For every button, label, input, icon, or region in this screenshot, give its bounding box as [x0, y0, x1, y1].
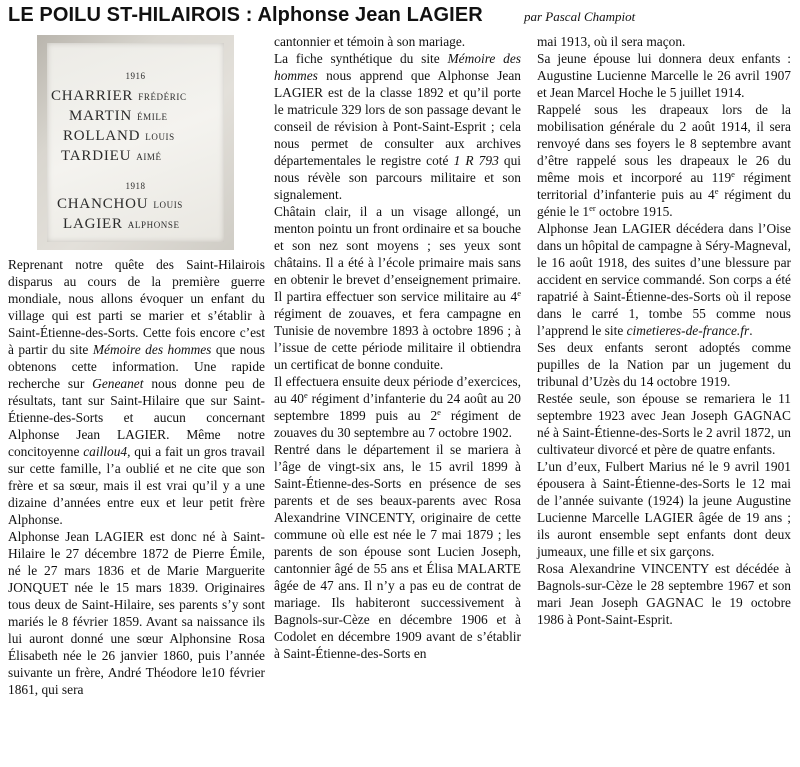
- text-run: régiment territorial d’infanterie puis au 4: [537, 170, 791, 202]
- article-column-3: [537, 33, 791, 628]
- plaque-last-name: LAGIER: [63, 216, 123, 232]
- text-run: régiment de zouaves, et fera campagne en Tunisie de novembre 1893 à octobre 1896 ; à l’issue de cette période militaire il obtiendra un certificat de bonne conduite.: [274, 306, 521, 372]
- paragraph: Rentré dans le département il se mariera à l’âge de vingt-six ans, le 15 avril 1899 à Saint-Étienne-des-Sorts en présence de ses parents et de ses beaux-parents avec Rosa Alexandrine VINCENTY, originaire de cette commune où elle est née le 7 mai 1879 ; les parents de son épouse sont Lucien Joseph, cantonnier âgé de 55 ans et Élisa MALARTE âgée de 47 ans. Il n’y a pas eu de contrat de mariage. Ils habiteront successivement à Bagnols-sur-Cèze en décembre 1906 et à Codolet en décembre 1909 avant de s’établir à Saint-Étienne-des-Sorts en: [274, 442, 521, 661]
- text-run: Il effectuera ensuite deux période d’exercices, au 40: [274, 374, 521, 406]
- plaque-last-name: TARDIEU: [61, 148, 132, 164]
- plaque-first-name: AIMÉ: [136, 152, 162, 162]
- plaque-year-1916: 1916: [125, 71, 146, 81]
- text-run: Reprenant notre quête des Saint-Hilairois disparus au cours de la première guerre mondiale, nous allons évoquer un enfant du village qui est parti se marier et s’établir à Saint-Étienne-des-Sorts. Cette fois encore c’est à partir du site: [8, 257, 265, 357]
- plaque-name-row: [63, 127, 232, 145]
- article-column-1: [8, 256, 265, 698]
- plaque-first-name: ÉMILE: [137, 112, 168, 122]
- text-run: qui nous révèle son parcours militaire et son signalement.: [274, 153, 521, 202]
- plaque-last-name: ROLLAND: [63, 128, 141, 144]
- plaque-first-name: FRÉDÉRIC: [138, 92, 187, 102]
- text-run: régiment de zouaves du 30 septembre au 7 octobre 1902.: [274, 408, 521, 440]
- author-byline: par Pascal Champiot: [524, 9, 636, 24]
- superscript: e: [437, 407, 441, 417]
- text-run: régiment d’infanterie du 24 août au 20 septembre 1899 puis au 2: [274, 391, 521, 423]
- memorial-plaque-photo: [37, 35, 234, 250]
- superscript: e: [303, 390, 308, 400]
- article-title: LE POILU ST-HILAIROIS : Alphonse Jean LAGIER: [8, 4, 483, 26]
- plaque-first-name: LOUIS: [153, 200, 183, 210]
- paragraph: Ses deux enfants seront adoptés comme pupilles de la Nation par un jugement du tribunal d’Uzès du 14 octobre 1919.: [537, 340, 791, 389]
- plaque-name-row: [57, 195, 226, 213]
- plaque-first-name: ALPHONSE: [127, 220, 180, 230]
- paragraph: cantonnier et témoin à son mariage.: [274, 34, 466, 49]
- superscript: e: [714, 186, 719, 196]
- text-run: , qui a fait un gros travail sur cette famille, l’a oublié et ne cite que son frère et sa sœur, mais il est vrai qu’il y a une dizaine d’années entre eux et leur petit frère Alphonse.: [8, 444, 265, 527]
- paragraph: [274, 373, 521, 441]
- superscript: e: [517, 288, 521, 298]
- plaque-first-name: LOUIS: [145, 132, 175, 142]
- superscript: e: [731, 169, 735, 179]
- plaque-name-row: [61, 147, 230, 165]
- text-run: .: [749, 323, 753, 338]
- text-run: octobre 1915.: [595, 204, 673, 219]
- text-run: régiment du génie le 1: [537, 187, 791, 219]
- paragraph: Rosa Alexandrine VINCENTY est décédée à Bagnols-sur-Cèze le 28 septembre 1967 et son mari Jean Joseph GAGNAC le 19 octobre 1986 à Pont-Saint-Esprit.: [537, 561, 791, 627]
- paragraph: [8, 256, 265, 528]
- article-column-2: [274, 33, 521, 662]
- paragraph: [274, 203, 521, 373]
- text-run: Rappelé sous les drapeaux lors de la mobilisation générale du 2 août 1914, il sera renvoyé dans ses foyers le 8 septembre avant d’être rappelé sous les drapeaux le 26 du même mois et incorporé au 119: [537, 102, 791, 185]
- superscript: er: [589, 203, 596, 213]
- text-run: nous donne peu de résultats, tant sur Saint-Hilaire que sur Saint-Étienne-des-Sorts et aucun concernant Alphonse Jean LAGIER. Même notre concitoyenne: [8, 376, 265, 459]
- article-header: [8, 4, 792, 30]
- paragraph: Sa jeune épouse lui donnera deux enfants : Augustine Lucienne Marcelle le 26 avril 1907 et Jean Marcel Hoche le 5 juillet 1914.: [537, 51, 791, 100]
- paragraph: L’un d’eux, Fulbert Marius né le 9 avril 1901 épousera à Saint-Étienne-des-Sorts le 12 mai de l’année suivante (1924) la jeune Augustine Lucienne Marcelle LAGIER âgée de 19 ans ; ils auront ensemble sept enfants dont deux jumeaux, une fille et six garçons.: [537, 459, 791, 559]
- italic-site-name: cimetieres-de-france.fr: [626, 323, 750, 338]
- text-run: nous apprend que Alphonse Jean LAGIER est de la classe 1892 et qu’il porte le matricule 329 lors de son passage devant le conseil de révision à Pont-Saint-Esprit ; cela nous permet de consulter aux archives départementales le registre coté: [274, 68, 521, 168]
- plaque-last-name: CHARRIER: [51, 88, 134, 104]
- text-run: Châtain clair, il a un visage allongé, un menton pointu un front ordinaire et sa bouche et son nez sont moyens ; ses yeux sont châtains. Il a été à l’école primaire mais sans en obtenir le brevet d’enseignement primaire. Il partira effectuer son service militaire au 4: [274, 204, 521, 304]
- plaque-name-row: [69, 107, 234, 125]
- italic-site-name: Geneanet: [92, 376, 144, 391]
- text-run: que nous obtenons cette information. Une rapide recherche sur: [8, 342, 265, 391]
- memorial-plaque-stone: [47, 43, 224, 242]
- italic-site-name: Mémoire des hommes: [92, 342, 212, 357]
- text-run: Alphonse Jean LAGIER décédera dans l’Oise dans un hôpital de campagne à Séry-Magneval, le 16 août 1918, des suites d’une blessure par accident en service commandé. Son corps a été rapatrié à Saint-Étienne-des-Sorts où il repose dans le carré 1, tombe 55 comme nous l’apprend le site: [537, 221, 791, 338]
- plaque-name-row: [63, 215, 232, 233]
- text-run: La fiche synthétique du site: [274, 51, 448, 66]
- paragraph: [537, 101, 791, 220]
- paragraph: [274, 50, 521, 203]
- paragraph: mai 1913, où il sera maçon.: [537, 34, 686, 49]
- italic-site-name: Mémoire des hommes: [274, 51, 521, 83]
- italic-register-code: 1 R 793: [453, 153, 499, 168]
- plaque-name-row: [51, 87, 220, 105]
- paragraph: [537, 220, 791, 339]
- italic-username: caillou4: [83, 444, 128, 459]
- plaque-year-1918: 1918: [125, 181, 146, 191]
- plaque-last-name: CHANCHOU: [57, 196, 149, 212]
- paragraph: Alphonse Jean LAGIER est donc né à Saint-Hilaire le 27 décembre 1872 de Pierre Émile, né le 27 mars 1836 et de Marie Marguerite JONQUET née le 15 mars 1839. Originaires tous deux de Saint-Hilaire, ses parents s’y sont mariés le 8 février 1859. Avant sa naissance ils lui auront donné une sœur Alphonsine Rosa Élisabeth née le 26 janvier 1860, puis l’année suivante un frère, André Théodore le10 février 1861, qui sera: [8, 529, 265, 697]
- plaque-last-name: MARTIN: [69, 108, 133, 124]
- paragraph: Restée seule, son épouse se remariera le 11 septembre 1923 avec Jean Joseph GAGNAC né à Saint-Étienne-des-Sorts le 2 avril 1872, un cultivateur divorcé et père de quatre enfants.: [537, 391, 791, 457]
